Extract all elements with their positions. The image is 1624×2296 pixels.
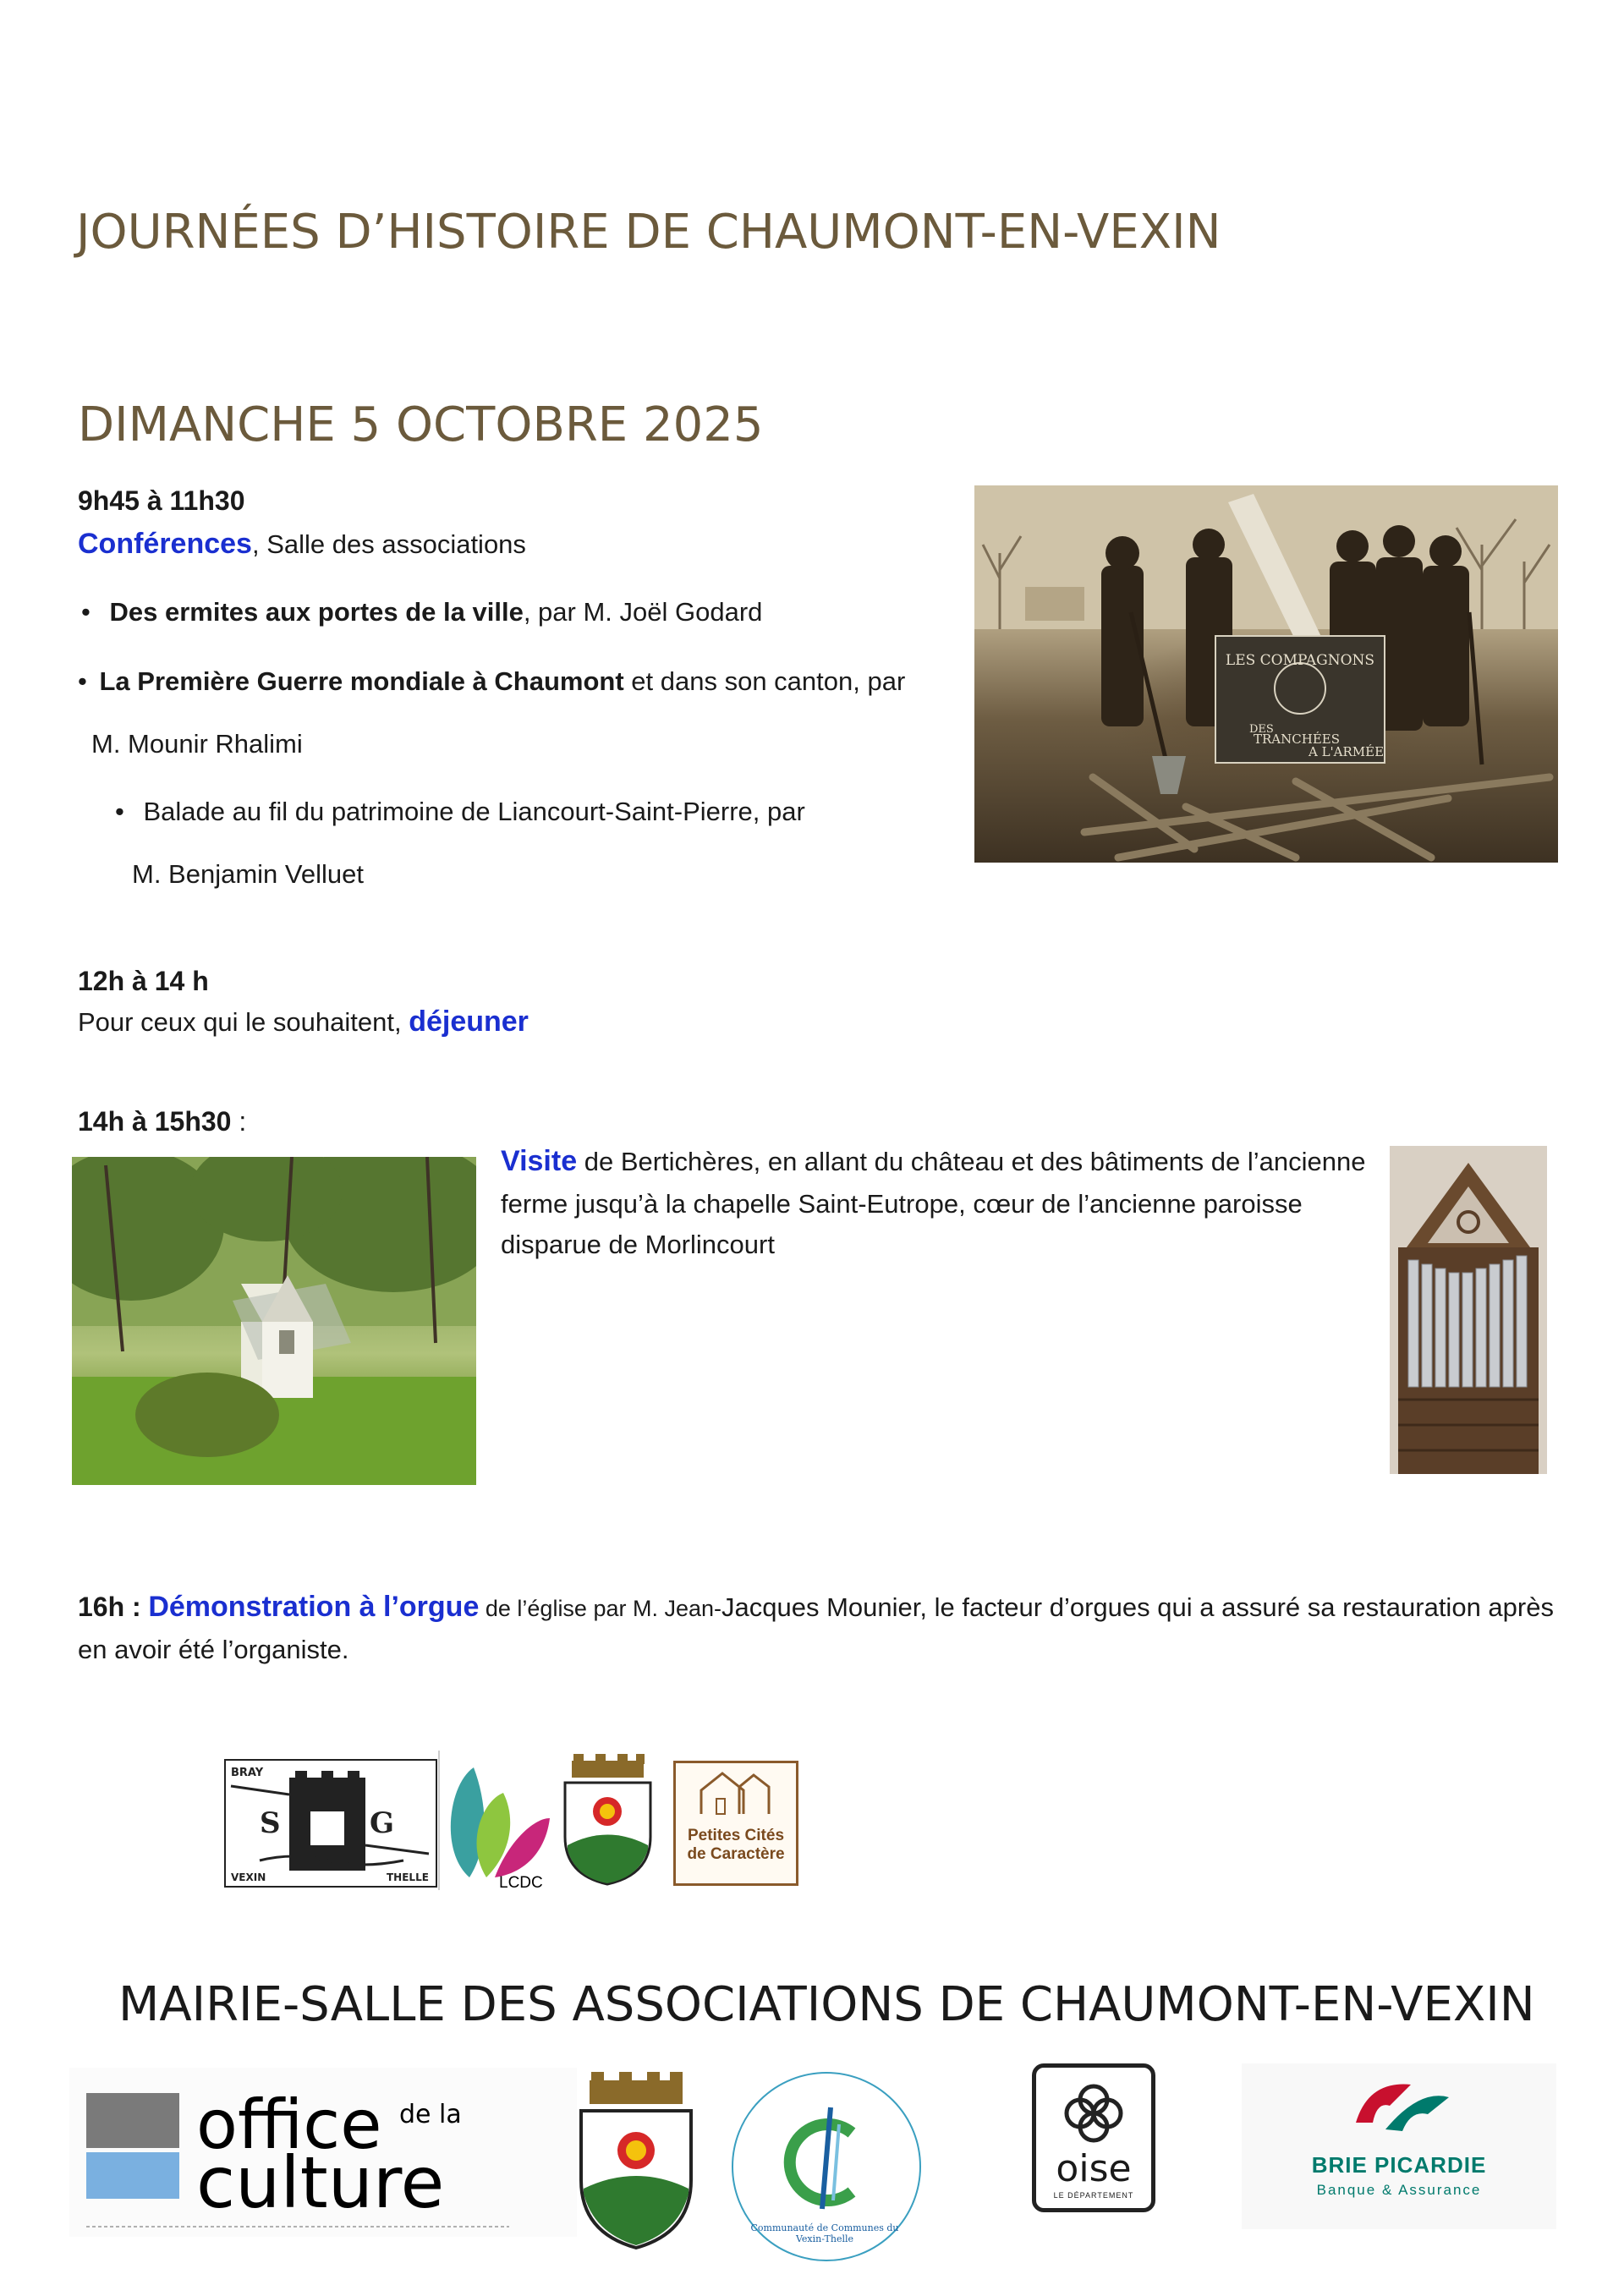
- morning-time: 9h45 à 11h30: [78, 485, 245, 516]
- crest-emblem-small: [555, 1752, 661, 1886]
- culture-line-1: office: [196, 2085, 382, 2164]
- chaumont-crest-large: [568, 2070, 704, 2251]
- lunch-intro: Pour ceux qui le souhaitent,: [78, 1007, 409, 1037]
- ca-sub: Banque & Assurance: [1316, 2182, 1482, 2198]
- lunch-text: [78, 1000, 529, 1044]
- ccvt-logo: [732, 2072, 924, 2265]
- talk-3-title: Balade au fil du patrimoine de Liancourt-Saint-Pierre, par: [143, 797, 805, 826]
- houses-icon: [676, 1763, 796, 1822]
- sign-text-1: LES COMPAGNONS: [1225, 652, 1375, 669]
- oise-sub: LE DÉPARTEMENT: [1053, 2191, 1134, 2200]
- talk-2-speaker: M. Mounir Rhalimi: [91, 729, 303, 759]
- culture-emblem: [69, 2068, 577, 2237]
- culture-line-2: culture: [196, 2141, 445, 2224]
- talk-2: [78, 661, 905, 702]
- lcdc-emblem: [440, 1751, 554, 1890]
- ca-emblem: [1242, 2063, 1556, 2148]
- bullet: •: [115, 797, 124, 826]
- lcdc-label: LCDC: [499, 1874, 543, 1890]
- office-culture-logo: [69, 2068, 577, 2237]
- sghvt-bottom-right: THELLE: [387, 1871, 429, 1883]
- organ-text: Jacques Mounier, le facteur d’orgues qui a assuré sa restauration après en avoir été l’organiste.: [78, 1592, 1554, 1664]
- organ-text-small: de l’église par M. Jean-: [479, 1596, 722, 1621]
- chapel-scene-illustration: [72, 1157, 476, 1485]
- talk-1-speaker: , par M. Joël Godard: [523, 597, 763, 627]
- crest-emblem-large: [568, 2070, 704, 2251]
- event-date: DIMANCHE 5 OCTOBRE 2025: [78, 397, 764, 452]
- sign-text-2: DES: [1249, 723, 1274, 736]
- sign-text-4: A L'ARMÉE: [1309, 744, 1385, 759]
- pcc-line-1: Petites Cités: [687, 1827, 785, 1844]
- conferences-place: , Salle des associations: [251, 529, 526, 559]
- petites-cites-logo: [673, 1761, 798, 1886]
- sghvt-logo: [224, 1759, 437, 1888]
- sghvt-bottom-left: VEXIN: [231, 1871, 266, 1883]
- sghvt-letter-right: G: [370, 1806, 395, 1840]
- organ-label: Démonstration à l’orgue: [148, 1591, 480, 1623]
- organ-illustration: [1390, 1146, 1547, 1474]
- talk-2-rest: et dans son canton, par: [623, 666, 906, 696]
- sign-text-3: TRANCHÉES: [1254, 732, 1340, 747]
- talk-3: [115, 792, 805, 832]
- wwi-trench-photo: [974, 485, 1558, 863]
- organ-time: 16h :: [78, 1592, 141, 1622]
- venue-title: MAIRIE-SALLE DES ASSOCIATIONS DE CHAUMONT-EN-VEXIN: [118, 1977, 1535, 2032]
- bullet: •: [78, 666, 87, 696]
- culture-small: de la: [399, 2100, 462, 2129]
- organ-photo: [1390, 1146, 1547, 1474]
- visit-label: Visite: [501, 1145, 578, 1177]
- organ-demo: [78, 1585, 1566, 1670]
- afternoon-colon: :: [231, 1106, 247, 1137]
- credit-agricole-logo: [1242, 2063, 1556, 2229]
- morning-heading: [78, 522, 526, 567]
- conferences-label: Conférences: [78, 528, 252, 560]
- oise-logo: [1032, 2063, 1155, 2212]
- talk-2-title: La Première Guerre mondiale à Chaumont: [99, 666, 624, 696]
- trench-scene-illustration: [974, 485, 1558, 863]
- oise-name: oise: [1056, 2147, 1132, 2190]
- lcdc-logo: [438, 1751, 554, 1890]
- talk-3-speaker: M. Benjamin Velluet: [132, 859, 364, 889]
- talk-1-title: Des ermites aux portes de la ville: [109, 597, 524, 627]
- visit-text: de Bertichères, en allant du château et des bâtiments de l’ancienne ferme jusqu’à la chapelle Saint-Eutrope, cœur de l’ancienne paroisse disparue de Morlincourt: [501, 1147, 1366, 1259]
- sghvt-top-left: BRAY: [231, 1767, 264, 1779]
- page-title: JOURNÉES D’HISTOIRE DE CHAUMONT-EN-VEXIN: [76, 205, 1221, 260]
- lunch-label: déjeuner: [409, 1006, 529, 1038]
- bullet: •: [81, 597, 91, 627]
- talk-1: [81, 592, 762, 633]
- ccvt-text: Communauté de Communes du Vexin-Thelle: [750, 2222, 899, 2244]
- afternoon-time-line: [78, 1106, 246, 1137]
- lunch-time: 12h à 14 h: [78, 966, 209, 996]
- afternoon-time: 14h à 15h30: [78, 1106, 232, 1137]
- chapel-photo: [72, 1157, 476, 1485]
- chaumont-crest-small: [555, 1752, 661, 1886]
- pcc-line-2: de Caractère: [687, 1845, 785, 1863]
- sghvt-letter-left: S: [260, 1806, 281, 1840]
- visit-description: [501, 1139, 1385, 1265]
- ca-name: BRIE PICARDIE: [1311, 2152, 1487, 2178]
- sghvt-emblem: [226, 1761, 436, 1886]
